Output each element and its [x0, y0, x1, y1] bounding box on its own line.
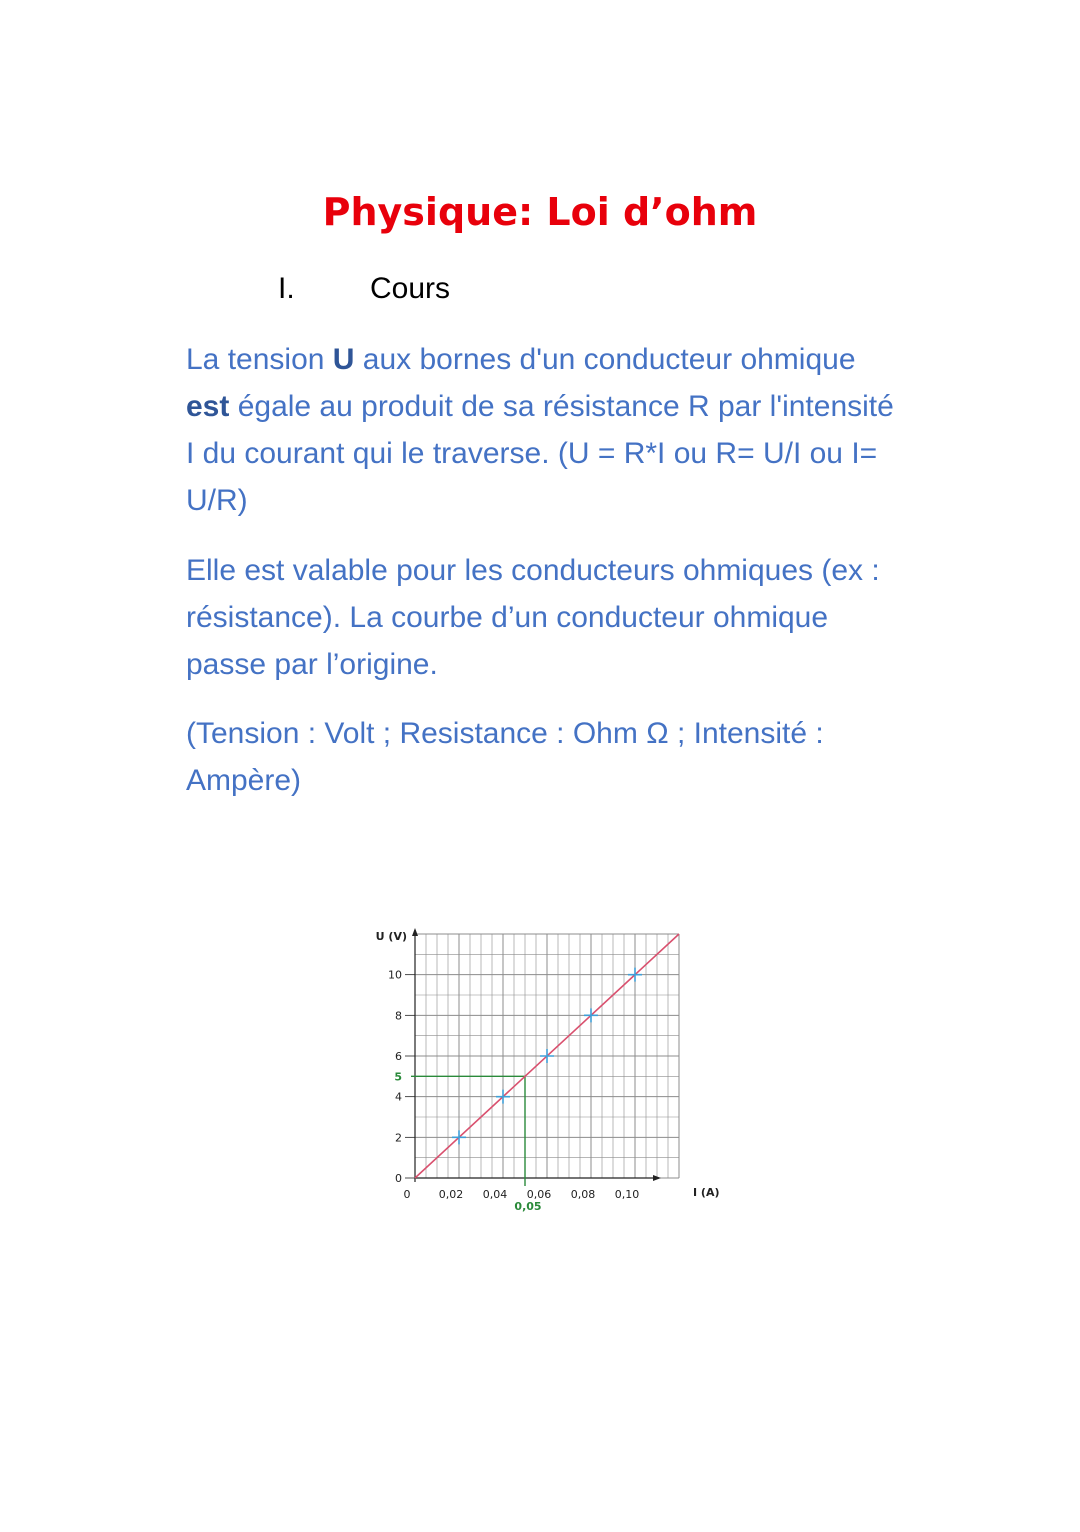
y-tick-label: 8	[395, 1009, 402, 1023]
validity-paragraph: Elle est valable pour les conducteurs ohmiques (ex : résistance). La courbe d’un conducteur ohmique passe par l’origine.	[186, 554, 880, 681]
units-paragraph: (Tension : Volt ; Resistance : Ohm Ω ; Intensité : Ampère)	[186, 717, 824, 797]
y-tick-label: 2	[395, 1131, 402, 1145]
x-tick-label: 0,10	[614, 1188, 640, 1201]
annotation-x-label: 0,05	[514, 1200, 542, 1213]
p1-bold-u: U	[332, 343, 355, 376]
y-axis-label: U (V)	[375, 930, 407, 943]
y-tick-label: 10	[388, 968, 402, 982]
p1-text-3: égale au produit de sa résistance R par l'intensité I du courant qui le traverse. (U = R*I ou R= U/I ou I= U/R)	[186, 390, 894, 517]
x-tick-label: 0,08	[570, 1188, 596, 1201]
x-tick-label: 0,06	[526, 1188, 552, 1201]
section-label: Cours	[370, 272, 451, 305]
p1-bold-est: est	[186, 390, 230, 423]
page-title: Physique: Loi d’ohm	[322, 190, 758, 234]
definition-paragraph	[186, 336, 906, 524]
y-tick-label: 0	[395, 1172, 402, 1185]
y-tick-label: 4	[395, 1090, 402, 1104]
section-number: I.	[278, 272, 295, 305]
y-tick-label: 6	[395, 1050, 402, 1063]
x-axis-label: I (A)	[693, 1186, 720, 1199]
ohm-law-chart	[360, 920, 720, 1230]
p1-text-2: aux bornes d'un conducteur ohmique	[354, 343, 856, 376]
x-tick-label: 0	[403, 1188, 411, 1201]
section-heading	[278, 272, 450, 306]
annotation-y-label: 5	[394, 1070, 402, 1084]
x-tick-label: 0,04	[482, 1188, 508, 1201]
x-tick-label: 0,02	[438, 1188, 464, 1201]
y-axis-arrow	[412, 928, 418, 936]
p1-text-1: La tension	[186, 343, 333, 376]
